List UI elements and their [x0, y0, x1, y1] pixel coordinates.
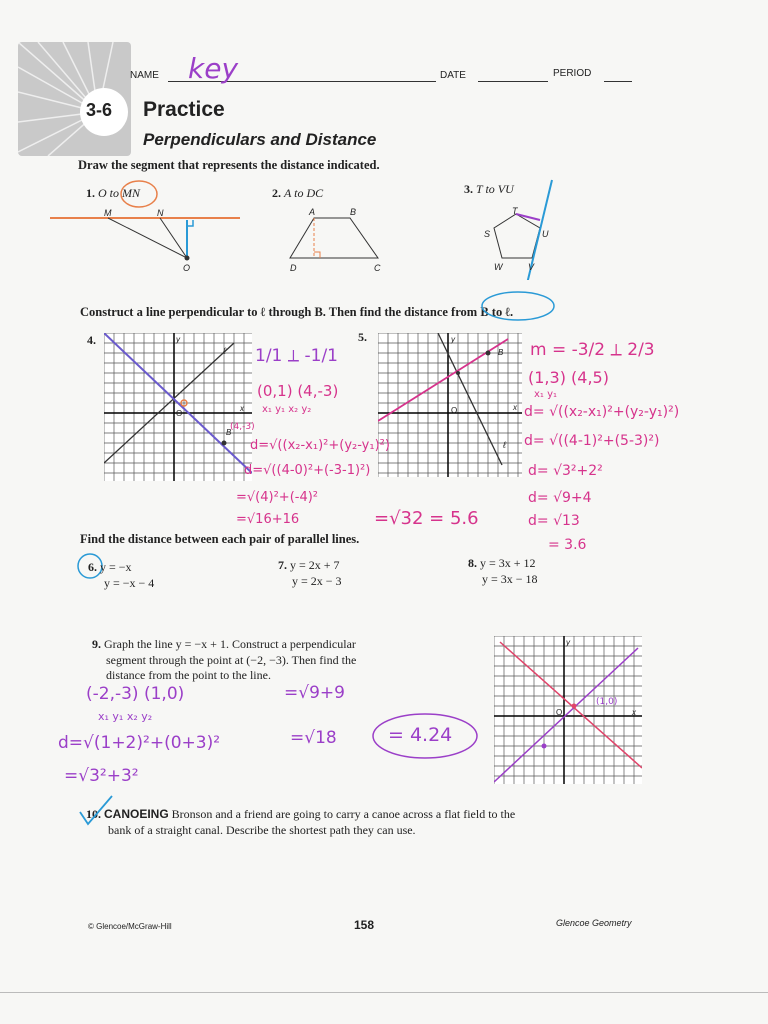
point-1-0 — [572, 704, 577, 709]
work9-points: (-2,-3) (1,0) — [86, 684, 185, 704]
graph4-ell-label: ℓ — [223, 346, 226, 356]
problem-9-text1 — [92, 637, 356, 652]
problem-7-eq1: y = 2x + 7 — [290, 558, 340, 572]
work4-result: =√32 = 5.6 — [374, 508, 479, 529]
graph-9 — [494, 636, 642, 784]
problem-10-line1 — [86, 807, 515, 822]
footer-book-title: Glencoe Geometry — [556, 918, 632, 928]
work4-points: (0,1) (4,-3) — [257, 382, 339, 400]
graph5-origin-label: O — [451, 406, 458, 415]
problem-7-eq2: y = 2x − 3 — [292, 574, 342, 588]
label-v: V — [528, 262, 535, 272]
work9-line4: =√18 — [290, 728, 337, 748]
date-label: DATE — [440, 70, 466, 81]
problem-10-text1: Bronson and a friend are going to carry a canoe across a flat field to the — [171, 807, 516, 821]
problem-10-number: 10. — [86, 807, 101, 821]
period-label: PERIOD — [553, 68, 592, 79]
work4-line4: =√16+16 — [236, 512, 300, 527]
perpendicular-segment — [494, 648, 638, 782]
label-n: N — [157, 208, 164, 218]
mn-circle — [121, 181, 157, 207]
work5-line4: d= √9+4 — [528, 490, 592, 506]
page-subtitle: Perpendiculars and Distance — [143, 130, 377, 149]
problem-4-number: 4. — [87, 333, 96, 347]
point-o — [185, 256, 190, 261]
problem-8-eq1: y = 3x + 12 — [480, 556, 536, 570]
section3-instruction: Find the distance between each pair of parallel lines. — [80, 532, 360, 546]
work4-line3: =√(4)²+(-4)² — [236, 490, 319, 505]
right-angle-mark-2 — [314, 252, 320, 258]
label-d: D — [290, 263, 297, 273]
segment-mo — [108, 218, 187, 258]
work4-slope: 1/1 ⟂ -1/1 — [255, 346, 338, 366]
problem-3-number: 3. — [464, 182, 473, 196]
label-c: C — [374, 263, 381, 273]
problem-8-eq2: y = 3x − 18 — [482, 572, 538, 586]
name-value: key — [188, 52, 239, 85]
work5-result: = 3.6 — [548, 537, 587, 553]
graph9-y-label: y — [566, 638, 570, 647]
label-o: O — [183, 263, 191, 273]
problem-10-text2: bank of a straight canal. Describe the shortest path they can use. — [108, 823, 416, 837]
work5-line3: d= √3²+2² — [528, 463, 603, 479]
point-neg2-neg3 — [542, 744, 547, 749]
work9-subs: x₁ y₁ x₂ y₂ — [98, 710, 153, 723]
problem-2-number: 2. — [272, 186, 281, 200]
work5-subs: x₁ y₁ — [534, 389, 558, 400]
name-label: NAME — [130, 70, 159, 81]
problem-3-text: T to VU — [476, 182, 514, 196]
work5-line5: d= √13 — [528, 513, 580, 529]
graph4-b-label: B — [226, 428, 232, 437]
work5-slope: m = -3/2 ⟂ 2/3 — [530, 340, 655, 360]
problem-6-eq2: y = −x − 4 — [104, 576, 155, 590]
work9-result: = 4.24 — [388, 724, 453, 746]
label-m: M — [104, 208, 112, 218]
problem-9-line1: Graph the line y = −x + 1. Construct a perpendicular — [104, 637, 356, 651]
section1-instruction: Draw the segment that represents the distance indicated. — [78, 158, 380, 172]
lesson-number: 3-6 — [86, 100, 113, 120]
pentagon-tsuvw — [494, 214, 540, 258]
graph9-origin-label: O — [556, 708, 563, 717]
label-w: W — [494, 262, 503, 272]
section1-figures — [50, 170, 650, 280]
trapezoid-abcd — [290, 218, 378, 258]
work5-line2: d= √((4-1)²+(5-3)²) — [524, 433, 660, 449]
graph9-x-label: x — [632, 708, 636, 717]
graph-4 — [104, 333, 252, 481]
label-b: B — [350, 207, 357, 217]
graph4-x-label: x — [240, 404, 244, 413]
point-b — [222, 441, 227, 446]
problem-8-number: 8. — [468, 556, 477, 570]
footer-page-number: 158 — [354, 918, 375, 932]
graph5-y-label: y — [451, 335, 455, 344]
page-title: Practice — [143, 98, 225, 121]
problem-7 — [278, 558, 340, 573]
work4-b-point: (4,-3) — [230, 422, 255, 432]
work4-subs: x₁ y₁ x₂ y₂ — [262, 404, 312, 415]
label-a: A — [309, 207, 316, 217]
page-edge — [0, 992, 768, 993]
work4-line1: d=√((x₂-x₁)²+(y₂-y₁)²) — [250, 438, 390, 453]
graph9-point-label: (1,0) — [596, 697, 618, 707]
problem-7-number: 7. — [278, 558, 287, 572]
problem-10-title: CANOEING — [104, 807, 169, 821]
point-b — [486, 351, 491, 356]
segment-no — [160, 218, 187, 258]
problem-1-text: O to MN — [98, 186, 140, 200]
problem-6 — [88, 560, 132, 575]
graph5-x-label: x — [513, 403, 517, 412]
line-y-neg-x-plus-1 — [500, 642, 642, 768]
problem-9-text3: distance from the point to the line. — [106, 668, 271, 682]
problem-8 — [468, 556, 536, 571]
label-u: U — [542, 229, 549, 239]
work5-points: (1,3) (4,5) — [528, 368, 609, 387]
work9-line2: =√3²+3² — [64, 766, 139, 786]
intersection-point — [456, 371, 460, 375]
work9-line1: d=√(1+2)²+(0+3)² — [58, 733, 221, 753]
problem-6-number: 6. — [88, 560, 97, 574]
work5-line1: d= √((x₂-x₁)²+(y₂-y₁)²) — [524, 404, 680, 420]
graph5-ell-label: ℓ — [503, 440, 506, 450]
graph4-y-label: y — [176, 335, 180, 344]
graph5-b-label: B — [498, 348, 504, 357]
period-line — [604, 80, 632, 82]
work9-line3: =√9+9 — [284, 683, 345, 703]
section2-instruction: Construct a line perpendicular to ℓ through B. Then find the distance from B to ℓ. — [80, 305, 514, 319]
distance-segment-3 — [516, 214, 540, 220]
problem-2-text: A to DC — [284, 186, 324, 200]
footer-copyright: © Glencoe/McGraw-Hill — [88, 922, 172, 931]
problem-6-eq1: y = −x — [100, 560, 132, 574]
label-s: S — [484, 229, 491, 239]
problem-1-number: 1. — [86, 186, 95, 200]
date-line — [478, 80, 548, 82]
problem-9-text2: segment through the point at (−2, −3). Then find the — [106, 653, 357, 667]
check-mark-10 — [76, 794, 116, 830]
distance-highlight-circle — [480, 290, 560, 326]
label-t: T — [512, 206, 518, 216]
work4-line2: d=√((4-0)²+(-3-1)²) — [244, 463, 371, 478]
graph4-origin-label: O — [176, 409, 183, 418]
problem-5-number: 5. — [358, 330, 367, 344]
problem-9-number: 9. — [92, 637, 101, 651]
